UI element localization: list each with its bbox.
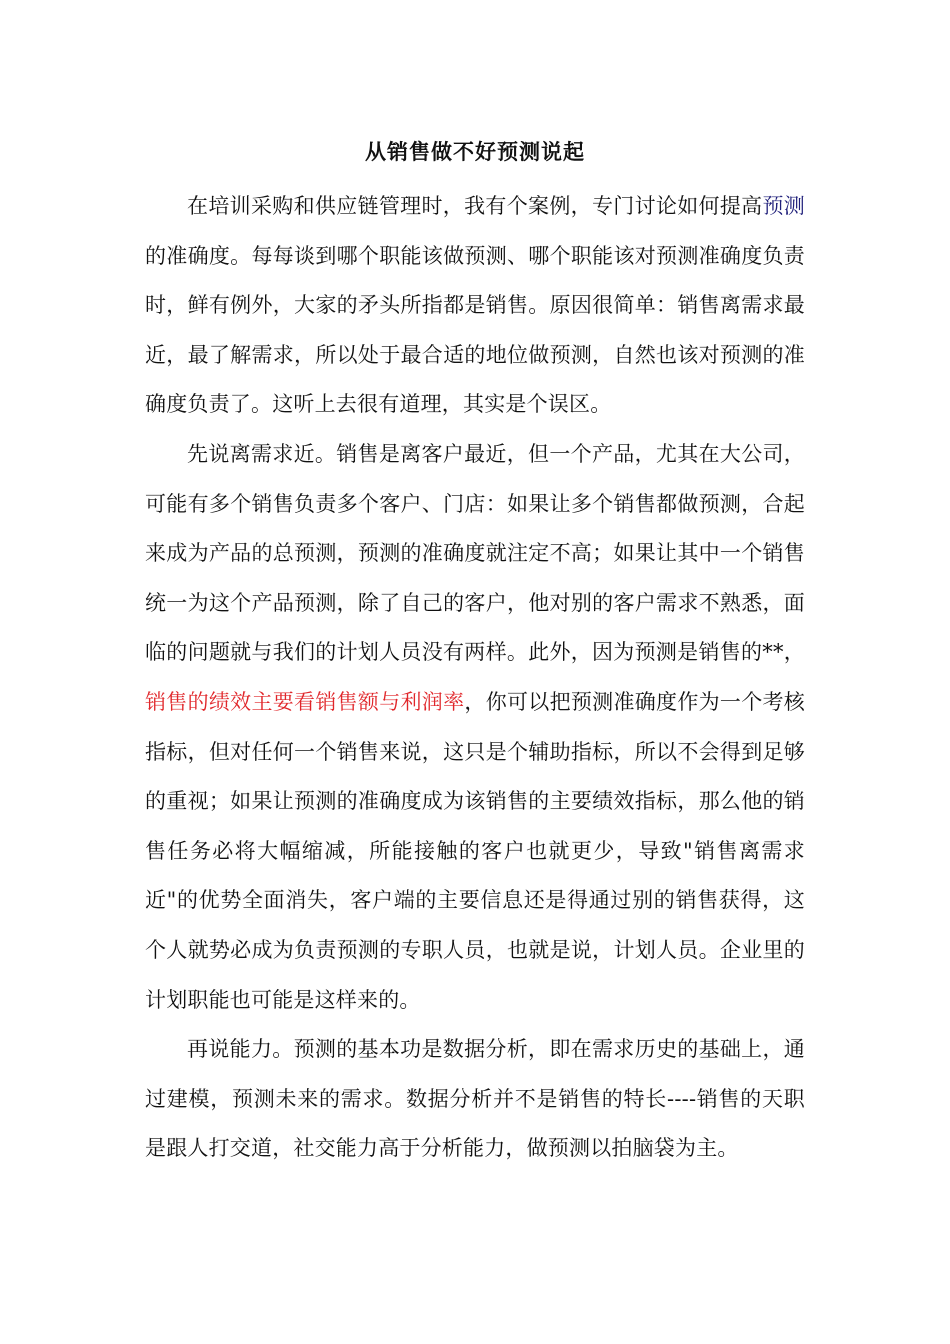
forecast-link[interactable]: 预测 — [762, 194, 805, 218]
document-body — [145, 182, 805, 1174]
paragraph-1 — [145, 182, 805, 430]
paragraph-2-rest: ，你可以把预测准确度作为一个考核指标，但对任何一个销售来说，这只是个辅助指标，所以不会得到足够的重视；如果让预测的准确度成为该销售的主要绩效指标，那么他的销售任务必将大幅缩减，所能接触的客户也就更少，导致"销售离需求近"的优势全面消失，客户端的主要信息还是得通过别的销售获得，这个人就势必成为负责预测的专职人员，也就是说，计划人员。企业里的计划职能也可能是这样来的。 — [145, 689, 806, 1012]
paragraph-1-rest: 的准确度。每每谈到哪个职能该做预测、哪个职能该对预测准确度负责时，鲜有例外，大家的矛头所指都是销售。原因很简单：销售离需求最近，最了解需求，所以处于最合适的地位做预测，自然也该对预测的准确度负责了。这听上去很有道理，其实是个误区。 — [145, 243, 805, 417]
paragraph-1-start: 在培训采购和供应链管理时，我有个案例，专门讨论如何提高 — [187, 194, 763, 218]
paragraph-3: 再说能力。预测的基本功是数据分析，即在需求历史的基础上，通过建模，预测未来的需求。数据分析并不是销售的特长----销售的天职是跟人打交道，社交能力高于分析能力，做预测以拍脑袋为主。 — [145, 1037, 805, 1161]
paragraph-2-start: 先说离需求近。销售是离客户最近，但一个产品，尤其在大公司，可能有多个销售负责多个客户、门店：如果让多个销售都做预测，合起来成为产品的总预测，预测的准确度就注定不高；如果让其中一个销售统一为这个产品预测，除了自己的客户，他对别的客户需求不熟悉，面临的问题就与我们的计划人员没有两样。此外，因为预测是销售的**， — [145, 441, 805, 665]
highlighted-text: 销售的绩效主要看销售额与利润率 — [145, 689, 465, 714]
paragraph-2 — [145, 430, 805, 1025]
document-title: 从销售做不好预测说起 — [365, 140, 585, 164]
